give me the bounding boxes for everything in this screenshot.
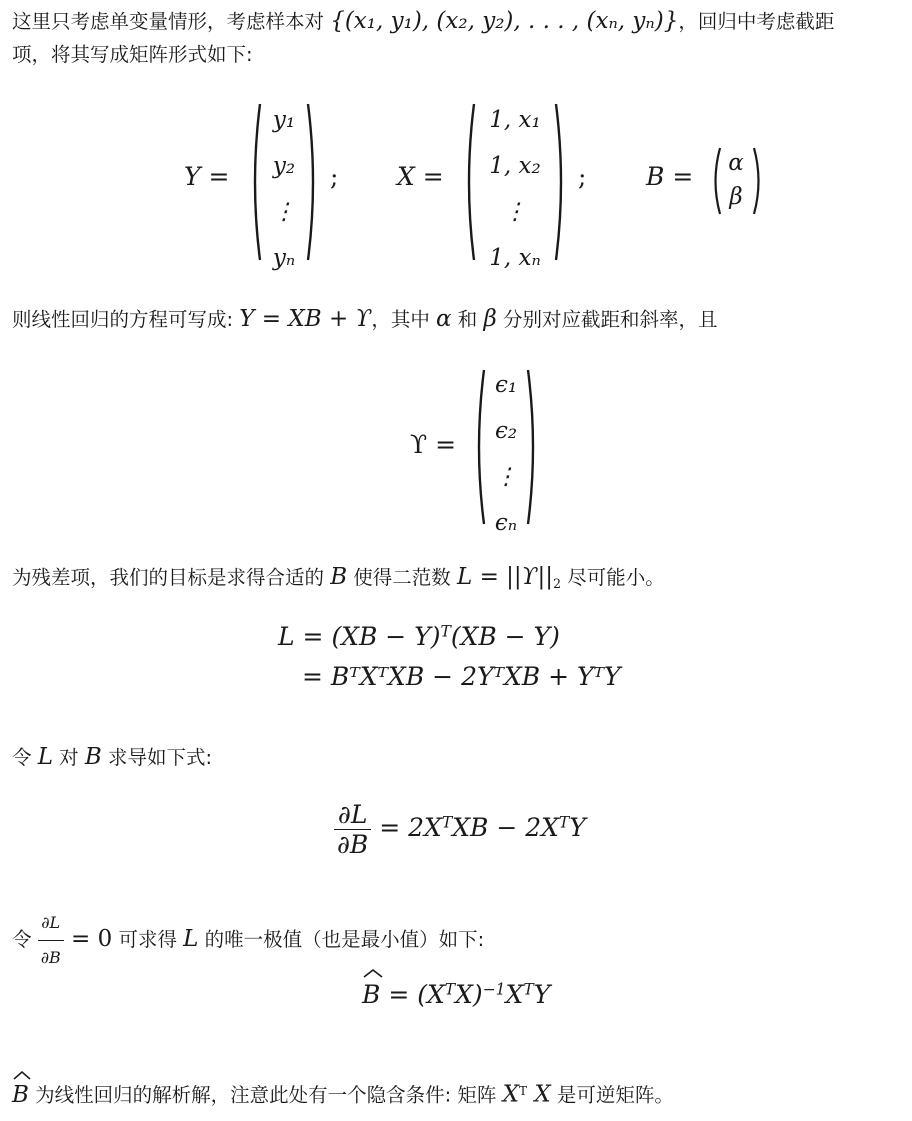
matrix-Y-right-paren <box>306 102 320 262</box>
alpha-symbol: α <box>436 306 452 332</box>
inline-derivative-fraction <box>38 906 64 975</box>
solution-transpose: T <box>444 980 456 999</box>
matrix-Y-entry: y₂ <box>272 153 296 179</box>
norm-formula: L = ||ϒ|| <box>457 564 553 590</box>
fraction-denominator: ∂B <box>337 830 369 859</box>
B-symbol: B <box>362 980 381 1009</box>
paragraph-derivative-intro <box>12 740 212 775</box>
matrix-Y-entry: yₙ <box>272 245 296 271</box>
matrix-X-entry: 1, xₙ <box>489 245 541 271</box>
derivative-fraction <box>334 800 371 859</box>
sample-set-formula: {(x₁, y₁), (x₂, y₂), . . . , (xₙ, yₙ)} <box>330 8 679 34</box>
L-symbol: L <box>183 926 199 952</box>
derivative-rhs-end: Y <box>569 813 586 842</box>
B-symbol: B <box>84 744 102 770</box>
derivative-transpose: T <box>441 813 453 832</box>
solution-transpose: T <box>523 980 534 999</box>
hat-accent-icon <box>363 968 383 978</box>
regression-text: 则线性回归的方程可写成: <box>12 308 240 331</box>
regression-text-and: 和 <box>451 308 484 331</box>
matrix-Y-entry: ⋮ <box>272 199 296 225</box>
matrix-B-entries <box>720 146 752 214</box>
regression-formula: Y = XB + ϒ <box>239 306 372 332</box>
solution-rhs-X: X <box>505 980 524 1009</box>
matrix-X-entries <box>476 97 554 281</box>
solution-equation <box>362 980 550 1009</box>
paragraph-extremum <box>12 906 484 975</box>
separator-semicolon-2: ; <box>578 162 587 191</box>
B-symbol: B <box>12 1081 29 1108</box>
matrix-Y-entries <box>262 97 306 281</box>
loss-equation-line2: = BᵀXᵀXB − 2YᵀXB + YᵀY <box>302 662 621 691</box>
matrix-Y-entry: y₁ <box>272 107 296 133</box>
matrix-X-label: X = <box>397 162 444 191</box>
extremum-text: 令 <box>12 928 38 951</box>
equals-zero: = 0 <box>63 926 113 952</box>
matrix-X-right-paren <box>554 102 568 262</box>
objective-text: 为残差项，我们的目标是求得合适的 <box>12 566 331 589</box>
matrix-Y-left-paren <box>248 102 262 262</box>
B-hat-inline <box>12 1078 29 1112</box>
solution-rhs-Y: Y <box>533 980 551 1009</box>
L-symbol: L <box>37 744 53 770</box>
solution-inverse: −1 <box>482 980 506 999</box>
extremum-text-cont: 可求得 <box>112 928 184 951</box>
residual-right-paren <box>526 368 540 526</box>
matrix-B-entry: α <box>728 150 744 176</box>
extremum-text-end: 的唯一极值（也是最小值）如下: <box>198 928 485 951</box>
conclusion-text-end: 是可逆矩阵。 <box>550 1083 674 1107</box>
B-hat <box>362 980 380 1009</box>
intro-text: 这里只考虑单变量情形，考虑样本对 <box>12 10 331 33</box>
matrix-X-entry: 1, x₁ <box>489 107 541 133</box>
X-symbol: X <box>527 1081 551 1108</box>
residual-entry: ϵₙ <box>494 510 518 536</box>
residual-left-paren <box>472 368 486 526</box>
loss-equation-line1 <box>278 622 560 651</box>
derivative-rhs-cont: XB − 2X <box>452 813 559 842</box>
derivative-equation <box>334 800 586 859</box>
derivative-intro-text-end: 求导如下式: <box>101 746 213 769</box>
loss-lhs: L = (XB − Y) <box>278 622 441 651</box>
transpose-superscript: T <box>518 1084 528 1098</box>
B-symbol: B <box>330 564 348 590</box>
paragraph-conclusion <box>12 1074 674 1113</box>
objective-text-end: 尽可能小。 <box>561 566 665 589</box>
residual-entries <box>486 362 526 546</box>
regression-text-cont: ，其中 <box>371 308 437 331</box>
loss-transpose: T <box>440 622 451 641</box>
fraction-numerator: ∂L <box>41 913 61 932</box>
derivative-intro-text-cont: 对 <box>52 746 85 769</box>
beta-symbol: β <box>483 306 497 332</box>
conclusion-text: 为线性回归的解析解，注意此处有一个隐含条件: 矩阵 <box>28 1083 503 1107</box>
fraction-numerator: ∂L <box>337 800 368 829</box>
loss-rhs: (XB − Y) <box>450 622 560 651</box>
X-symbol: X <box>502 1081 519 1108</box>
matrix-X-entry: ⋮ <box>503 199 527 225</box>
matrix-B-right-paren <box>752 146 764 216</box>
derivative-transpose: T <box>558 813 570 832</box>
matrix-X-entry: 1, x₂ <box>489 153 541 179</box>
matrix-B-entry: β <box>729 184 743 210</box>
hat-accent-icon <box>13 1070 31 1080</box>
residual-entry: ϵ₁ <box>494 372 518 398</box>
fraction-denominator: ∂B <box>40 948 61 967</box>
paragraph-intro <box>12 4 834 39</box>
matrix-B-label: B = <box>646 162 694 191</box>
residual-entry: ⋮ <box>494 464 518 490</box>
solution-rhs: = (X <box>380 980 445 1009</box>
matrix-X-left-paren <box>462 102 476 262</box>
intro-text-line2: 项，将其写成矩阵形式如下: <box>12 43 253 66</box>
separator-semicolon: ; <box>330 162 339 191</box>
paragraph-intro-line2 <box>12 38 253 72</box>
matrix-Y-label: Y = <box>184 162 230 191</box>
objective-text-cont: 使得二范数 <box>347 566 458 589</box>
intro-text-cont: ，回归中考虑截距 <box>678 10 835 33</box>
residual-label: ϒ = <box>410 430 457 459</box>
residual-entry: ϵ₂ <box>494 418 518 444</box>
derivative-intro-text: 令 <box>12 746 38 769</box>
regression-text-end: 分别对应截距和斜率，且 <box>496 308 718 331</box>
solution-rhs-cont: X) <box>455 980 483 1009</box>
paragraph-regression-equation <box>12 302 717 337</box>
derivative-rhs: = 2X <box>371 813 442 842</box>
paragraph-objective <box>12 560 665 601</box>
norm-subscript: 2 <box>552 575 562 591</box>
